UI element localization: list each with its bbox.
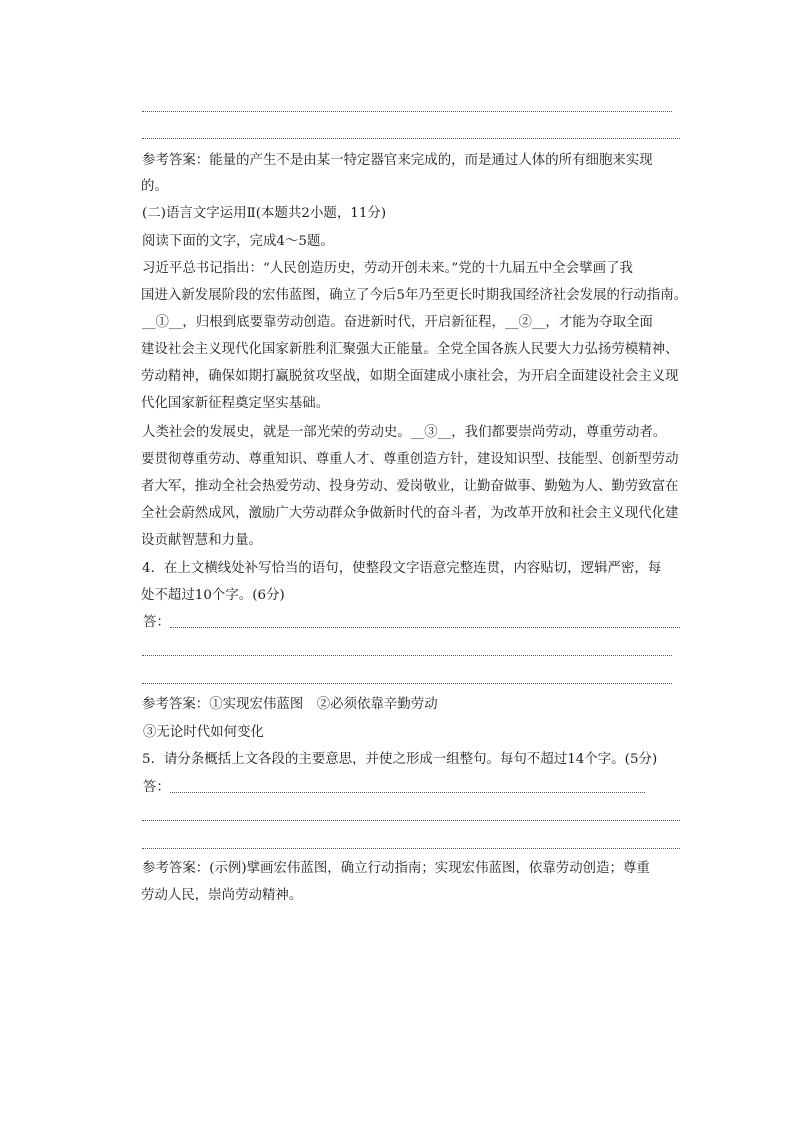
passage-p3-line-4: 全社会蔚然成风，激励广大劳动群众争做新时代的奋斗者，为改革开放和社会主义现代化建 <box>141 506 679 521</box>
passage-p2-line-4: 代化国家新征程奠定坚实基础。 <box>141 396 330 411</box>
question-4-reference-2: ③无论时代如何变化 <box>143 725 264 740</box>
question-5-reference-2: 劳动人民，崇尚劳动精神。 <box>141 888 303 903</box>
question-4-reference-1: 参考答案：①实现宏伟蓝图 ②必须依靠辛勤劳动 <box>142 697 438 712</box>
blank-2: __②__ <box>505 315 546 330</box>
passage-p2-line-2: 建设社会主义现代化国家新胜利汇聚强大正能量。全党全国各族人民要大力弘扬劳模精神、 <box>141 342 679 357</box>
question-4-line-2: 处不超过10个字。(6分) <box>141 588 285 603</box>
answer-dotted-line <box>170 627 680 628</box>
question-5-reference-1: 参考答案：(示例)擘画宏伟蓝图，确立行动指南；实现宏伟蓝图，依靠劳动创造；尊重 <box>142 861 650 876</box>
section-instruction: 阅读下面的文字，完成4～5题。 <box>142 234 334 249</box>
question-4-line-1: 4．在上文横线处补写恰当的语句，使整段文字语意完整连贯，内容贴切，逻辑严密，每 <box>142 561 662 576</box>
passage-text: 人类社会的发展史，就是一部光荣的劳动史。 <box>142 425 411 440</box>
passage-text: ，归根到底要靠劳动创造。奋进新时代，开启新征程， <box>182 315 505 330</box>
answer-dotted-line <box>142 683 672 684</box>
answer-1-line-1: 参考答案：能量的产生不是由某一特定器官来完成的，而是通过人体的所有细胞来实现 <box>142 153 653 168</box>
passage-p1-line-1: 习近平总书记指出：“人民创造历史，劳动开创未来。”党的十九届五中全会擘画了我 <box>142 261 633 276</box>
answer-dotted-line <box>142 138 680 139</box>
passage-p3-line-3: 者大军，推动全社会热爱劳动、投身劳动、爱岗敬业，让勤奋做事、勤勉为人、勤劳致富在 <box>141 479 679 494</box>
question-4-answer-label: 答： <box>143 615 170 630</box>
passage-p3-line-2: 要贯彻尊重劳动、尊重知识、尊重人才、尊重创造方针，建设知识型、技能型、创新型劳动 <box>141 452 679 467</box>
answer-dotted-line <box>142 848 680 849</box>
answer-dotted-line <box>142 820 680 821</box>
passage-text: ，我们都要崇尚劳动，尊重劳动者。 <box>451 425 667 440</box>
question-5-line-1: 5．请分条概括上文各段的主要意思，并使之形成一组整句。每句不超过14个字。(5分) <box>142 752 658 767</box>
passage-p1-line-2: 国进入新发展阶段的宏伟蓝图，确立了今后5年乃至更长时期我国经济社会发展的行动指南。 <box>141 288 688 303</box>
question-5-answer-label: 答： <box>143 780 170 795</box>
answer-dotted-line <box>170 792 645 793</box>
answer-dotted-line <box>142 655 672 656</box>
passage-p2-line-1 <box>142 314 653 332</box>
passage-text: ，才能为夺取全面 <box>545 315 653 330</box>
passage-p3-line-1 <box>142 424 666 442</box>
passage-p2-line-3: 劳动精神，确保如期打赢脱贫攻坚战，如期全面建成小康社会，为开启全面建设社会主义现 <box>141 369 679 384</box>
passage-p3-line-5: 设贡献智慧和力量。 <box>141 533 262 548</box>
blank-1: __①__ <box>142 315 183 330</box>
answer-dotted-line <box>142 111 672 112</box>
section-title: (二)语言文字运用Ⅱ(本题共2小题，11分) <box>142 206 387 221</box>
blank-3: __③__ <box>410 425 452 440</box>
answer-1-line-2: 的。 <box>141 179 168 194</box>
